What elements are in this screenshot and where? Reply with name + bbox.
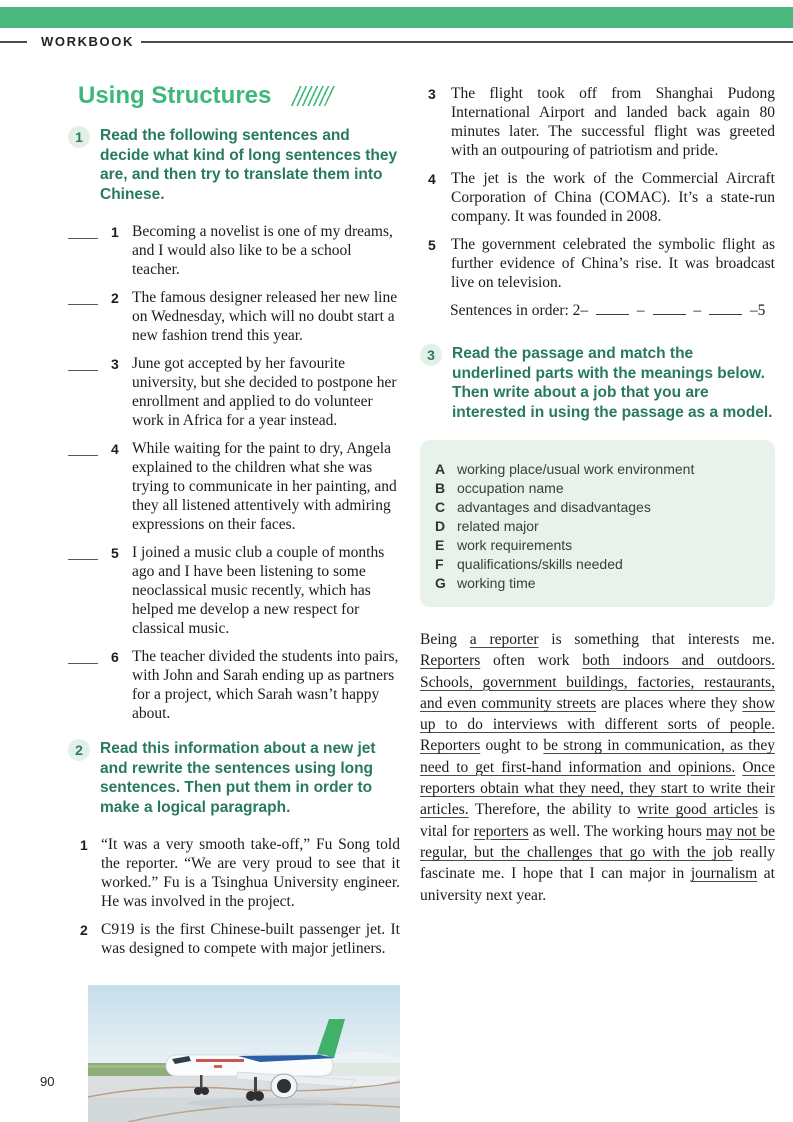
- option-letter: F: [435, 556, 444, 572]
- order-segment: [653, 301, 686, 315]
- passage-segment: journalism: [690, 865, 758, 883]
- option-text: work requirements: [457, 537, 573, 553]
- sentence-order-line: [450, 301, 775, 320]
- hatch-icon: [289, 86, 335, 106]
- section2-items-left: [68, 835, 400, 958]
- passage-segment: really fascinate me. I hope that I can major in: [420, 843, 775, 883]
- option-text: working time: [457, 575, 536, 591]
- exercise-item: [420, 84, 775, 160]
- option-letter: B: [435, 480, 446, 496]
- meaning-option: [435, 517, 761, 536]
- exercise-item: [68, 647, 400, 723]
- exercise-item: [68, 835, 400, 911]
- passage-segment: are places where they: [596, 694, 743, 712]
- item-text: The flight took off from Shanghai Pudong International Airport and landed back again 80 minutes later. The successful flight was greeted with an outpouring of patriotism and pride.: [451, 85, 775, 159]
- exercise-item: [420, 169, 775, 226]
- item-number: 3: [428, 86, 436, 102]
- option-text: working place/usual work environment: [457, 461, 695, 477]
- passage-segment: write good articles: [637, 801, 759, 819]
- passage-segment: Once reporters obtain what they need, they start to write their articles.: [420, 758, 776, 819]
- option-text: related major: [457, 518, 539, 534]
- workbook-label: WORKBOOK: [41, 34, 134, 49]
- item-text: The famous designer released her new line on Wednesday, which will no doubt start a new fashion trend this year.: [132, 289, 398, 344]
- passage-segment: may not be regular, but the challenges that go with the job: [420, 822, 775, 861]
- passage-segment: Schools, government buildings, factories, restaurants, and even community streets: [420, 673, 775, 712]
- meanings-box: [420, 440, 775, 607]
- exercise-item: [68, 543, 400, 638]
- right-column: [420, 84, 775, 921]
- passage-segment: often work: [480, 652, 583, 670]
- exercise-item: [68, 354, 400, 430]
- meaning-option: [435, 574, 761, 593]
- order-segment: –: [636, 302, 645, 319]
- section2-items-right: [420, 84, 775, 292]
- option-letter: D: [435, 518, 446, 534]
- option-letter: C: [435, 499, 446, 515]
- section1-header: [68, 126, 400, 204]
- item-text: The jet is the work of the Commercial Aircraft Corporation of China (COMAC). It’s a state-run company. It was founded in 2008.: [451, 170, 775, 225]
- order-segment: [596, 301, 629, 315]
- right-rule: [141, 41, 793, 43]
- answer-blank: [68, 288, 98, 305]
- section-number-badge: 2: [68, 739, 90, 761]
- passage-segment: a reporter: [469, 631, 539, 648]
- section2-instruction: Read this information about a new jet and rewrite the sentences using long sentences. Then put them in order to make a logical paragraph.: [100, 740, 376, 816]
- c919-photo: [88, 985, 400, 1122]
- passage-segment: Being: [420, 631, 470, 648]
- passage-segment: be strong in communication, as they need to get first-hand information and opinions.: [420, 737, 775, 776]
- item-text: Becoming a novelist is one of my dreams, and I would also like to be a school teacher.: [132, 223, 393, 278]
- passage-segment: Reporters: [420, 737, 481, 755]
- option-letter: A: [435, 461, 446, 477]
- item-number: 3: [111, 356, 119, 372]
- meaning-option: [435, 555, 761, 574]
- section3-instruction: Read the passage and match the underlined parts with the meanings below. Then write about a job that you are interested in using the passage as a model.: [452, 345, 773, 421]
- answer-blank: [68, 543, 98, 560]
- passage-segment: Therefore, the ability to: [468, 801, 638, 819]
- item-text: C919 is the first Chinese-built passenger jet. It was designed to compete with major jetliners.: [101, 921, 400, 957]
- section1-items: [68, 222, 400, 723]
- passage-segment: show up to do interviews with different sorts of people.: [420, 694, 776, 734]
- meaning-option: [435, 479, 761, 498]
- option-text: occupation name: [457, 480, 564, 496]
- exercise-item: [68, 222, 400, 279]
- answer-blank: [68, 354, 98, 371]
- item-number: 2: [80, 922, 88, 938]
- exercise-item: [68, 920, 400, 958]
- workbook-header: [0, 33, 793, 51]
- order-segment: –5: [749, 302, 766, 319]
- top-green-bar: [0, 7, 793, 28]
- page-title: Using Structures: [78, 82, 272, 109]
- section1-instruction: Read the following sentences and decide what kind of long sentences they are, and then try to translate them into Chinese.: [100, 127, 398, 203]
- item-number: 1: [111, 224, 119, 240]
- exercise-item: [68, 288, 400, 345]
- item-text: The government celebrated the symbolic flight as further evidence of China’s rise. It was broadcast live on television.: [451, 236, 775, 291]
- passage-segment: both indoors and outdoors.: [582, 652, 775, 670]
- section2-header: [68, 739, 400, 817]
- answer-blank: [68, 439, 98, 456]
- item-number: 5: [428, 237, 436, 253]
- item-text: While waiting for the paint to dry, Angela explained to the children what she was trying to communicate in her painting, and they all listened attentively with admiring expressions on their faces.: [132, 440, 397, 533]
- section3-header: [420, 344, 775, 422]
- item-text: June got accepted by her favourite university, but she decided to postpone her enrollment and applied to do volunteer work in Africa for a year instead.: [132, 355, 397, 429]
- order-segment: Sentences in order: 2–: [450, 302, 589, 319]
- passage-segment: reporters: [473, 822, 529, 840]
- option-text: advantages and disadvantages: [457, 499, 651, 515]
- item-number: 4: [428, 171, 436, 187]
- item-text: “It was a very smooth take-off,” Fu Song told the reporter. “We are very proud to see that it worked.” Fu is a Tsinghua University engineer. He was involved in the project.: [101, 836, 400, 910]
- meaning-option: [435, 536, 761, 555]
- c919-photo-image: [88, 985, 400, 1122]
- passage-segment: ought to: [480, 737, 544, 755]
- order-segment: [709, 301, 742, 315]
- exercise-item: [68, 439, 400, 534]
- meaning-option: [435, 498, 761, 517]
- option-text: qualifications/skills needed: [457, 556, 623, 572]
- item-number: 1: [80, 837, 88, 853]
- answer-blank: [68, 647, 98, 664]
- passage-segment: at university next year.: [420, 865, 775, 904]
- passage-segment: is something that interests me.: [538, 631, 775, 648]
- page-title-row: [78, 82, 335, 110]
- option-letter: E: [435, 537, 445, 553]
- section-number-badge: 3: [420, 344, 442, 366]
- passage-segment: Reporters: [420, 652, 481, 670]
- left-column: [68, 126, 400, 967]
- left-rule: [0, 41, 27, 43]
- item-number: 5: [111, 545, 119, 561]
- item-number: 2: [111, 290, 119, 306]
- item-text: The teacher divided the students into pairs, with John and Sarah ending up as partners for a project, which Sarah wasn’t happy about.: [132, 648, 399, 722]
- section-number-badge: 1: [68, 126, 90, 148]
- exercise-item: [420, 235, 775, 292]
- reporter-passage: [420, 629, 775, 906]
- item-number: 6: [111, 649, 119, 665]
- item-text: I joined a music club a couple of months ago and I have been listening to some neoclassical music recently, which has helped me develop a new respect for classical music.: [132, 544, 385, 637]
- option-letter: G: [435, 575, 446, 591]
- order-segment: –: [693, 302, 702, 319]
- passage-segment: as well. The working hours: [528, 822, 706, 840]
- page-number: 90: [40, 1074, 55, 1089]
- item-number: 4: [111, 441, 119, 457]
- passage-segment: is vital for: [420, 801, 775, 840]
- meaning-option: [435, 460, 761, 479]
- answer-blank: [68, 222, 98, 239]
